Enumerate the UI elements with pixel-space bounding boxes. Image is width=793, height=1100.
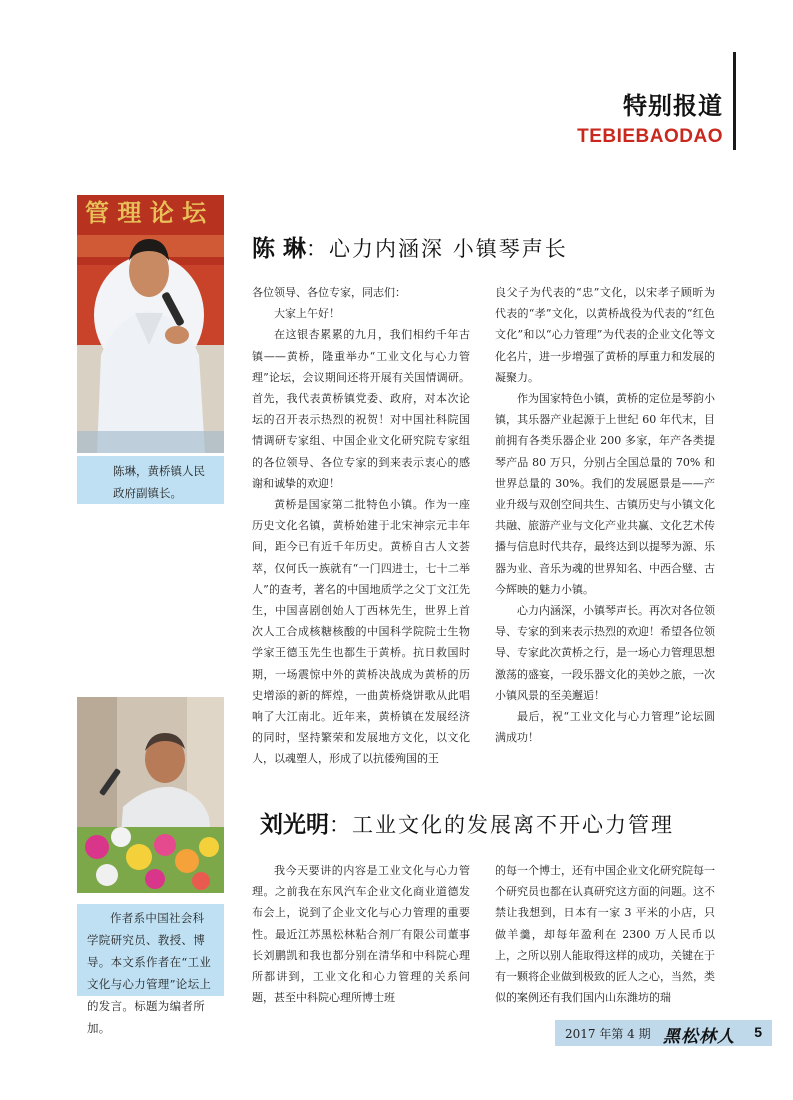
- article2-subtitle: ：工业文化的发展离不开心力管理: [329, 813, 674, 837]
- page-number: 5: [754, 1024, 762, 1040]
- paragraph: 大家上午好！: [274, 307, 340, 321]
- article1-subtitle: ：心力内涵深 小镇琴声长: [306, 237, 568, 261]
- issue-label: 2017 年第 4 期: [565, 1027, 651, 1041]
- paragraph: 我今天要讲的内容是工业文化与心力管理。之前我在东风汽车企业文化商业道德发布会上，说到了企业文化与心力管理的重要性。最近江苏黑松林粘合剂厂有限公司董事长刘鹏凯和我也都分别在清华和中科院心理所都讲到，工业文化和心力管理的关系问题，甚至中科院心理所博士班: [252, 864, 470, 1005]
- section-title: 特别报道: [623, 92, 723, 120]
- paragraph: 最后，祝“工业文化与心力管理”论坛圆满成功！: [495, 710, 715, 745]
- liu-guangming-photo: [77, 697, 224, 893]
- photo-banner-text: 管 理 论 坛: [85, 198, 207, 227]
- article1-author-name: 陈 琳: [252, 236, 307, 262]
- liu-guangming-caption: 作者系中国社会科学院研究员、教授、博导。本文系作者在“工业文化与心力管理”论坛上的发言。标题为编者所加。: [77, 904, 224, 996]
- paragraph: 各位领导、各位专家，同志们：: [252, 286, 406, 299]
- page-footer: [555, 1020, 772, 1046]
- paragraph: 黄桥是国家第二批特色小镇。作为一座历史文化名镇，黄桥始建于北宋神宗元丰年间，距今已有近千年历史。黄桥自古人文荟萃，仅何氏一族就有“一门四进士，七十二举人”的查考，著名的中国地质学之父丁文江先生，中国喜剧创始人丁西林先生，世界上首次人工合成核糖核酸的中国科学院院士生物学家王德玉先生也都生于黄桥。抗日救国时期，一场震惊中外的黄桥决战成为黄桥的历史增添的新的辉煌，一曲黄桥烧饼歌从此唱响了大江南北。近年来，黄桥镇在发展经济的同时，坚持繁荣和发展地方文化，以文化人，以魂塑人，形成了以抗倭殉国的王: [252, 498, 470, 766]
- chen-lin-photo: [77, 195, 224, 453]
- paragraph: 的每一个博士，还有中国企业文化研究院每一个研究员也都在认真研究这方面的问题。这不禁让我想到，日本有一家 3 平米的小店，只做羊羹，却每年盈利在 2300 万人民币以上，之所以别人能取得这样的成功，关键在于有一颗将企业做到极致的匠人之心，当然，类似的案例还有我们国内山东潍坊的瑞: [495, 864, 715, 1005]
- paragraph: 良父子为代表的“忠”文化，以宋孝子顾昕为代表的“孝”文化，以黄桥战役为代表的“红色文化”和以“心力管理”为代表的企业文化等文化名片，进一步增强了黄桥的厚重力和发展的凝聚力。: [495, 286, 715, 384]
- article2-right-column: [495, 860, 715, 1008]
- paragraph: 心力内涵深，小镇琴声长。再次对各位领导、专家的到来表示热烈的欢迎！希望各位领导、专家此次黄桥之行，是一场心力管理思想激荡的盛宴，一段乐器文化的美妙之旅，一次小镇风景的至美邂逅！: [495, 604, 715, 702]
- paragraph: 在这银杏累累的九月，我们相约千年古镇——黄桥，隆重举办“工业文化与心力管理”论坛，会议期间还将开展有关国情调研。首先，我代表黄桥镇党委、政府，对本次论坛的召开表示热烈的祝贺！对中国社科院国情调研专家组、中国企业文化研究院专家组的各位领导、各位专家的到来表示衷心的感谢和诚挚的欢迎！: [252, 328, 470, 490]
- header-divider: [733, 52, 736, 150]
- chen-lin-caption: 陈琳，黄桥镇人民政府副镇长。: [77, 456, 224, 504]
- article1-left-column: [252, 282, 470, 770]
- article2-left-column: [252, 860, 470, 1008]
- article1-title: [252, 230, 568, 263]
- article2-author-name: 刘光明: [260, 812, 329, 838]
- section-pinyin: TEBIEBAODAO: [577, 126, 723, 147]
- magazine-logo: 黑松林人: [663, 1027, 735, 1047]
- article2-title: [260, 806, 674, 839]
- paragraph: 作为国家特色小镇，黄桥的定位是琴韵小镇，其乐器产业起源于上世纪 60 年代末，目前拥有各类乐器企业 200 多家，年产各类提琴产品 80 万只，分别占全国总量的 70% 和世界总量的 30%。我们的发展愿景是——产业升级与双创空间共生、古镇历史与小镇文化共融、旅游产业与文化产业共赢、文化艺术传播与信息时代共存，最终达到以提琴为源、乐器为业、音乐为魂的世界知名、中西合璧、古今辉映的魅力小镇。: [495, 392, 715, 596]
- article1-right-column: [495, 282, 715, 748]
